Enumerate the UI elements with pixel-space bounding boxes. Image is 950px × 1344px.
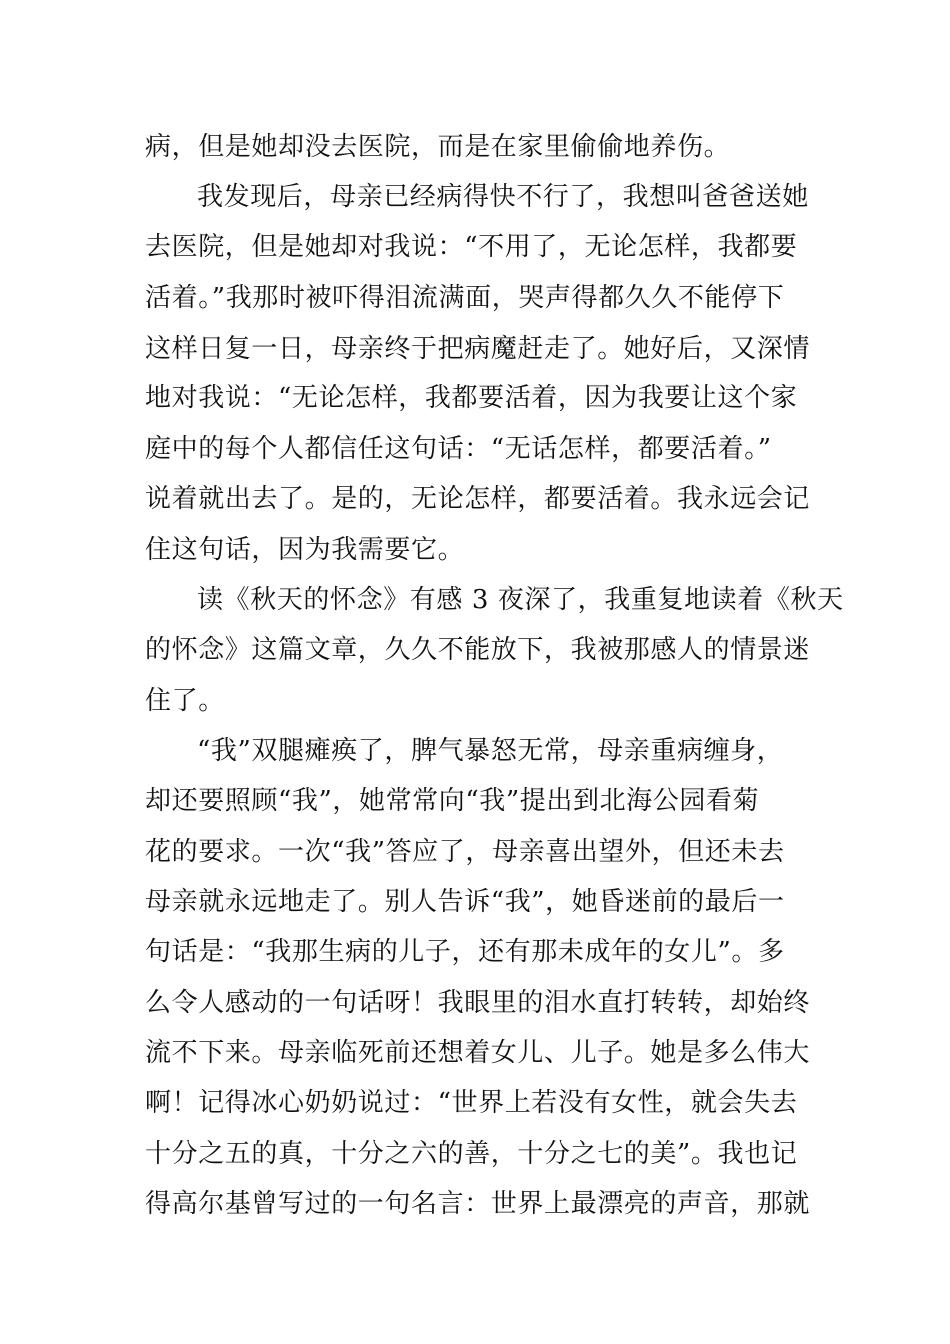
text-line: 流不下来。母亲临死前还想着女儿、儿子。她是多么伟大 [145, 1038, 811, 1068]
text-line: 住这句话，因为我需要它。 [145, 535, 465, 565]
text-line: 说着就出去了。是的，无论怎样，都要活着。我永远会记 [145, 484, 811, 514]
text-line: 读《秋天的怀念》有感 3 夜深了，我重复地读着《秋天 [197, 585, 844, 615]
text-line: 去医院，但是她却对我说：“不用了，无论怎样，我都要 [145, 232, 798, 262]
text-line: 么令人感动的一句话呀！我眼里的泪水直打转转，却始终 [145, 988, 811, 1018]
text-line: 却还要照顾“我”，她常常向“我”提出到北海公园看菊 [145, 786, 760, 816]
text-line: 十分之五的真，十分之六的善，十分之七的美”。我也记 [145, 1139, 798, 1169]
text-line: 花的要求。一次“我”答应了，母亲喜出望外，但还未去 [145, 837, 785, 867]
text-line: 这样日复一日，母亲终于把病魔赶走了。她好后，又深情 [145, 334, 811, 364]
text-line: 地对我说：“无论怎样，我都要活着，因为我要让这个家 [145, 383, 798, 413]
text-line: 活着。”我那时被吓得泪流满面，哭声得都久久不能停下 [145, 283, 785, 313]
text-line: 母亲就永远地走了。别人告诉“我”，她昏迷前的最后一 [145, 887, 785, 917]
text-line: “我”双腿瘫痪了，脾气暴怒无常，母亲重病缠身， [197, 736, 784, 766]
text-line: 的怀念》这篇文章，久久不能放下，我被那感人的情景迷 [145, 635, 811, 665]
text-line: 住了。 [145, 686, 225, 716]
text-line: 句话是：“我那生病的儿子，还有那未成年的女儿”。多 [145, 937, 785, 967]
text-line: 病，但是她却没去医院，而是在家里偷偷地养伤。 [145, 132, 731, 162]
text-line: 得高尔基曾写过的一句名言：世界上最漂亮的声音，那就 [145, 1189, 811, 1219]
text-line: 庭中的每个人都信任这句话：“无话怎样，都要活着。” [145, 434, 772, 464]
text-line: 啊！记得冰心奶奶说过：“世界上若没有女性，就会失去 [145, 1088, 798, 1118]
text-line: 我发现后，母亲已经病得快不行了，我想叫爸爸送她 [197, 182, 809, 212]
